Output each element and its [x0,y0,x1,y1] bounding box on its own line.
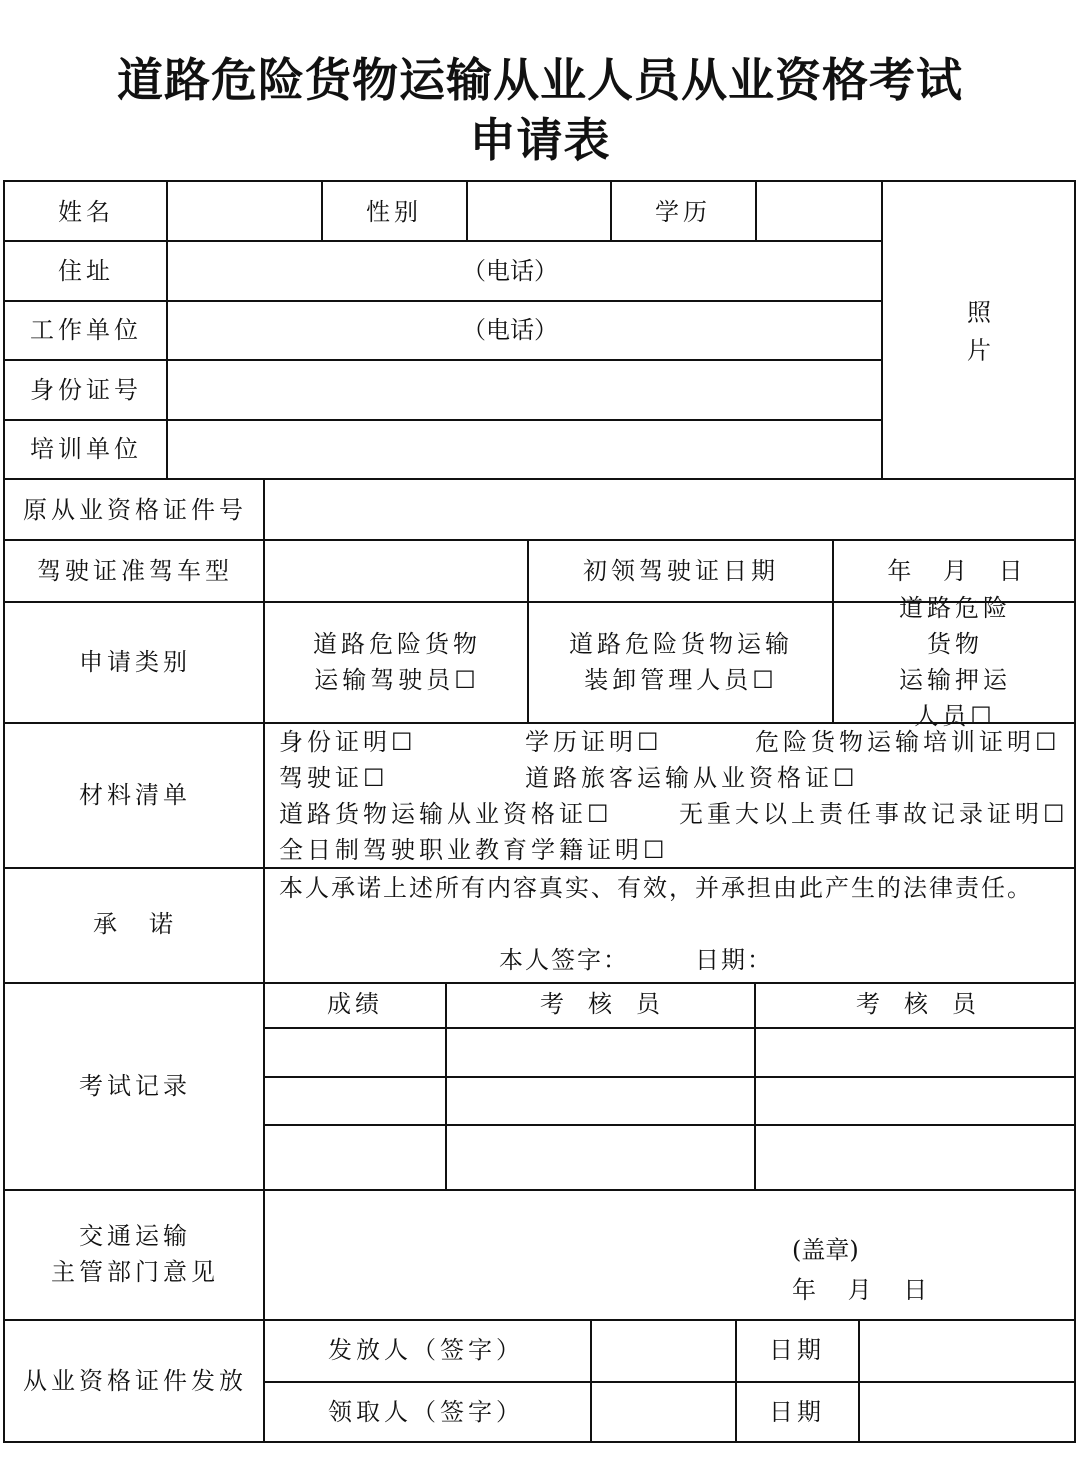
material-fulltime-edu-proof[interactable]: 全日制驾驶职业教育学籍证明☐ [279,836,669,864]
label-prev-cert: 原从业资格证件号 [23,496,247,524]
row-divider [5,982,1076,984]
material-training-proof[interactable]: 危险货物运输培训证明☐ [755,728,1061,756]
col-divider [263,478,265,1443]
issuer-signature-field[interactable] [592,1321,735,1381]
form-title: 道路危险货物运输从业人员从业资格考试 [117,53,963,107]
promise-signature-line[interactable]: 本人签字： 日期： [499,946,773,974]
exam-examiner-header-1: 考 核 员 [540,990,660,1018]
receiver-signature-label: 领取人（签字） [328,1398,524,1426]
label-first-license-date: 初领驾驶证日期 [583,557,779,585]
label-issuance: 从业资格证件发放 [23,1367,247,1395]
issue-date-label: 日期 [769,1336,825,1364]
issue-date-field[interactable] [860,1321,1076,1381]
col-divider [735,1319,737,1443]
seal-date: 年 月 日 [792,1276,928,1304]
label-training-unit: 培训单位 [30,435,142,463]
receive-date-field[interactable] [860,1383,1076,1443]
row-divider [265,1076,1076,1078]
material-no-accident-proof[interactable]: 无重大以上责任事故记录证明☐ [679,800,1069,828]
category-driver-option[interactable]: 道路危险货物 运输驾驶员☐ [313,630,481,694]
col-divider [754,982,756,1189]
label-id-number: 身份证号 [30,376,142,404]
photo-box-label: 照 片 [967,298,991,365]
label-address: 住址 [58,257,114,285]
education-field[interactable] [757,182,881,240]
row-divider [265,1027,1076,1029]
receive-date-label: 日期 [769,1398,825,1426]
row-divider [5,1189,1076,1191]
receiver-signature-field[interactable] [592,1383,735,1443]
id-number-field[interactable] [168,361,881,419]
form-subtitle: 申请表 [469,113,611,167]
label-education: 学历 [655,198,711,226]
promise-statement: 本人承诺上述所有内容真实、有效，并承担由此产生的法律责任。 [279,874,1033,902]
material-edu-proof[interactable]: 学历证明☐ [525,728,663,756]
row-divider [5,240,883,242]
exam-score-header: 成绩 [327,990,383,1018]
first-license-date-value[interactable]: 年 月 日 [887,557,1023,585]
employer-phone-label: （电话） [462,316,558,344]
label-name: 姓名 [58,198,114,226]
label-materials: 材料清单 [79,781,191,809]
row-divider [5,300,883,302]
material-freight-cert[interactable]: 道路货物运输从业资格证☐ [279,800,613,828]
training-unit-field[interactable] [168,421,881,478]
category-loader-option[interactable]: 道路危险货物运输 装卸管理人员☐ [569,630,793,694]
col-divider [527,539,529,722]
label-gender: 性别 [366,198,422,226]
application-form-table [3,180,1076,1443]
col-divider [610,182,612,240]
col-divider [832,539,834,722]
prev-cert-field[interactable] [265,480,1076,539]
row-divider [265,1124,1076,1126]
label-category: 申请类别 [79,648,191,676]
row-divider [5,539,1076,541]
label-license-type: 驾驶证准驾车型 [37,557,233,585]
material-passenger-cert[interactable]: 道路旅客运输从业资格证☐ [525,764,859,792]
seal-label: (盖章) [792,1236,859,1264]
col-divider [445,982,447,1189]
label-employer: 工作单位 [30,316,142,344]
exam-examiner-header-2: 考 核 员 [856,990,976,1018]
category-escort-option[interactable]: 道路危险货物 运输押运人员☐ [899,594,1011,730]
gender-field[interactable] [468,182,610,240]
col-divider [881,182,883,478]
material-id-proof[interactable]: 身份证明☐ [279,728,417,756]
label-dept-opinion: 交通运输 主管部门意见 [51,1222,219,1286]
issuer-signature-label: 发放人（签字） [328,1336,524,1364]
address-phone-label: （电话） [462,257,558,285]
material-license[interactable]: 驾驶证☐ [279,764,389,792]
label-exam-record: 考试记录 [79,1072,191,1100]
label-promise: 承 诺 [93,910,177,938]
name-field[interactable] [168,182,321,240]
col-divider [321,182,323,240]
